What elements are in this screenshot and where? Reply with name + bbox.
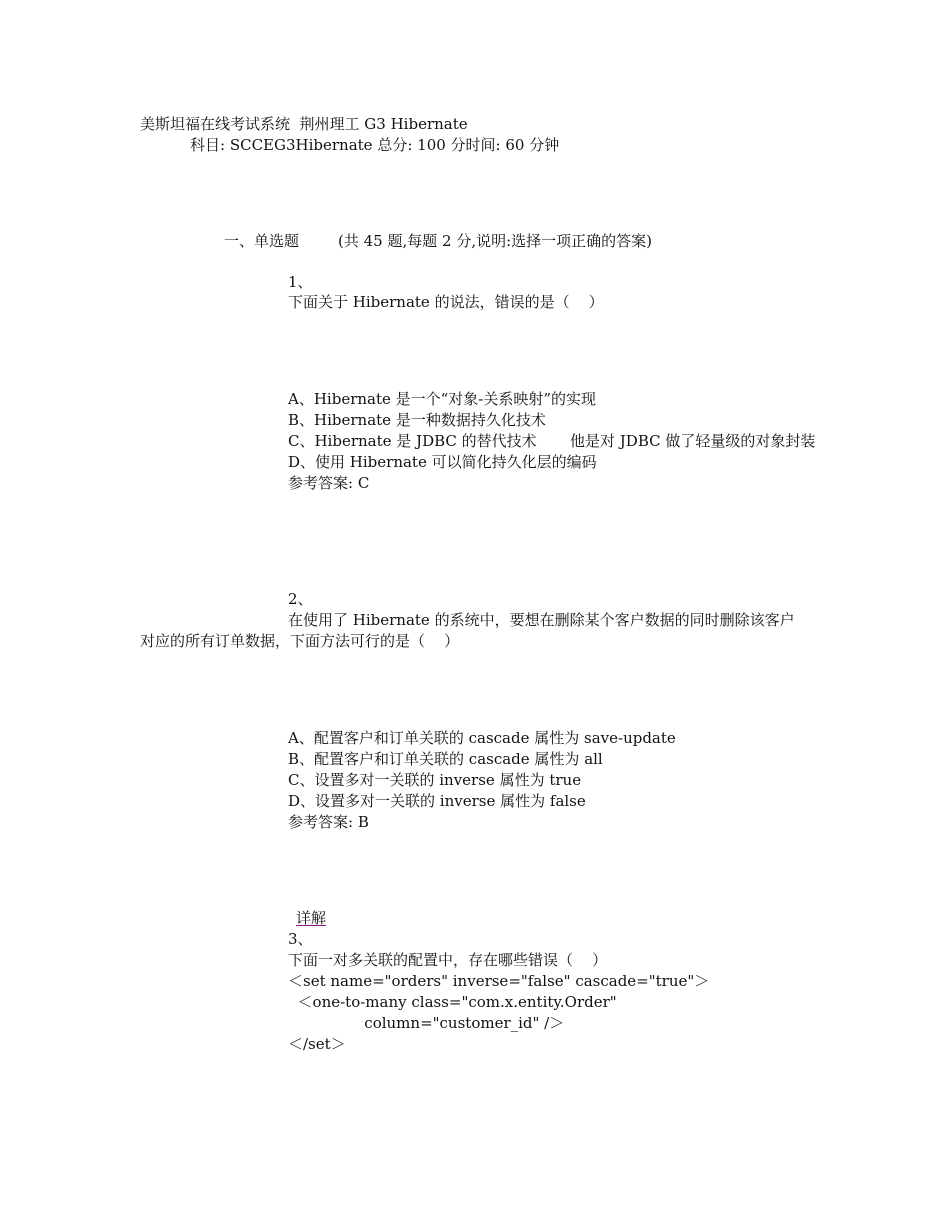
code-line-2: ＜one-to-many class="com.x.entity.Order" xyxy=(288,993,617,1011)
exam-title: 美斯坦福在线考试系统 荆州理工 G3 Hibernate xyxy=(140,115,468,133)
detail-link[interactable]: 详解 xyxy=(296,909,327,927)
reference-answer: 参考答案: C xyxy=(288,474,370,492)
code-line-3: column="customer_id" /＞ xyxy=(288,1014,565,1032)
option-d: D、使用 Hibernate 可以简化持久化层的编码 xyxy=(288,453,597,471)
option-c: C、Hibernate 是 JDBC 的替代技术 他是对 JDBC 做了轻量级的对象封装 xyxy=(288,432,816,450)
option-b: B、配置客户和订单关联的 cascade 属性为 all xyxy=(288,750,603,768)
section-heading: 一、单选题 xyxy=(224,232,300,250)
section-note: (共 45 题,每题 2 分,说明:选择一项正确的答案) xyxy=(338,232,652,250)
question-stem: 下面关于 Hibernate 的说法，错误的是（ ） xyxy=(288,293,604,311)
option-c: C、设置多对一关联的 inverse 属性为 true xyxy=(288,771,582,789)
reference-answer: 参考答案: B xyxy=(288,813,369,831)
code-line-4: ＜/set＞ xyxy=(288,1035,346,1053)
option-b: B、Hibernate 是一种数据持久化技术 xyxy=(288,411,546,429)
question-stem: 下面一对多关联的配置中，存在哪些错误（ ） xyxy=(288,951,608,969)
code-line-1: ＜set name="orders" inverse="false" cascade="true"＞ xyxy=(288,972,710,990)
question-number: 3、 xyxy=(288,930,313,948)
question-number: 2、 xyxy=(288,590,313,608)
option-d: D、设置多对一关联的 inverse 属性为 false xyxy=(288,792,586,810)
exam-subject-line: 科目: SCCEG3Hibernate 总分: 100 分时间: 60 分钟 xyxy=(190,136,560,154)
option-a: A、Hibernate 是一个“对象-关系映射”的实现 xyxy=(288,390,597,408)
question-stem-line-1: 在使用了 Hibernate 的系统中，要想在删除某个客户数据的同时删除该客户 xyxy=(288,611,795,629)
question-number: 1、 xyxy=(288,273,313,291)
question-stem-line-2: 对应的所有订单数据，下面方法可行的是（ ） xyxy=(140,632,460,650)
option-a: A、配置客户和订单关联的 cascade 属性为 save-update xyxy=(288,729,676,747)
